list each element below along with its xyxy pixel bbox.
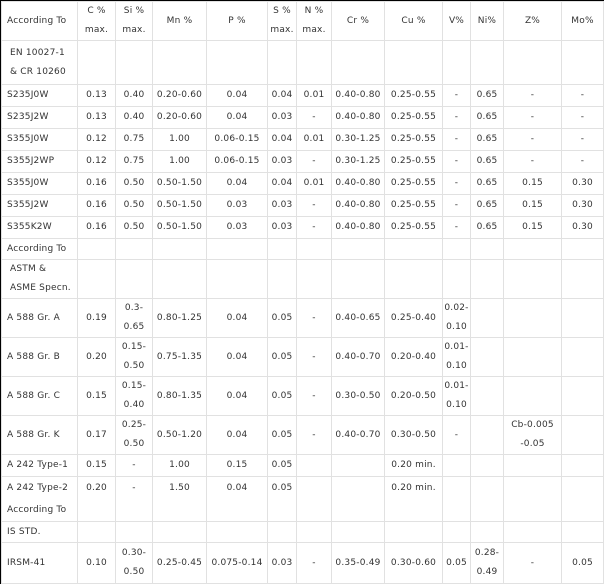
chemical-composition-table: [1, 1, 604, 584]
table-cell: [268, 522, 297, 543]
table-cell: 0.50: [116, 195, 153, 217]
table-cell: [562, 522, 604, 543]
table-cell: 0.15- 0.40: [116, 377, 153, 416]
table-cell: [443, 455, 471, 477]
table-cell: -: [116, 455, 153, 477]
row-label: S235J2W: [2, 107, 78, 129]
table-row: [2, 416, 604, 455]
table-cell: 0.75: [116, 129, 153, 151]
table-cell: Mo%: [562, 2, 604, 41]
table-cell: 0.03: [268, 107, 297, 129]
row-label: According To: [2, 239, 78, 260]
table-cell: [562, 477, 604, 522]
table-cell: [116, 41, 153, 85]
table-cell: [504, 260, 562, 299]
table-cell: 0.05: [268, 416, 297, 455]
table-cell: 0.15- 0.50: [116, 338, 153, 377]
table-cell: [504, 239, 562, 260]
table-cell: [562, 416, 604, 455]
section-title-row: [2, 41, 604, 85]
table-cell: 0.04: [268, 173, 297, 195]
table-cell: [504, 338, 562, 377]
table-cell: [207, 41, 268, 85]
table-cell: [116, 260, 153, 299]
table-cell: -: [297, 543, 332, 584]
table-cell: S % max.: [268, 2, 297, 41]
table-cell: [385, 41, 443, 85]
table-cell: [332, 41, 385, 85]
table-cell: 0.16: [78, 195, 116, 217]
table-cell: 1.00: [153, 151, 207, 173]
table-cell: [268, 260, 297, 299]
table-cell: 0.65: [471, 173, 504, 195]
table-cell: [562, 41, 604, 85]
section-title-row: [2, 522, 604, 543]
table-cell: [471, 377, 504, 416]
table-cell: [443, 522, 471, 543]
table-cell: -: [297, 338, 332, 377]
table-cell: [471, 416, 504, 455]
table-cell: [332, 239, 385, 260]
table-cell: 0.20-0.60: [153, 85, 207, 107]
table-cell: Si % max.: [116, 2, 153, 41]
table-cell: 0.65: [471, 129, 504, 151]
table-cell: 0.04: [268, 85, 297, 107]
section-title-row: [2, 239, 604, 260]
table-cell: 0.25-0.55: [385, 85, 443, 107]
table-cell: [562, 455, 604, 477]
table-cell: Cu %: [385, 2, 443, 41]
table-cell: 0.35-0.49: [332, 543, 385, 584]
table-cell: [153, 239, 207, 260]
table-cell: 0.01: [297, 173, 332, 195]
table-row: [2, 377, 604, 416]
table-cell: 0.10: [78, 543, 116, 584]
table-cell: 0.30- 0.50: [116, 543, 153, 584]
table-cell: 0.05: [268, 477, 297, 522]
table-cell: 0.25- 0.50: [116, 416, 153, 455]
table-cell: 0.15: [207, 455, 268, 477]
table-cell: 0.30-0.60: [385, 543, 443, 584]
table-cell: -: [562, 107, 604, 129]
table-cell: 0.05: [562, 543, 604, 584]
table-cell: -: [297, 107, 332, 129]
table-cell: 1.00: [153, 129, 207, 151]
table-cell: 0.40-0.80: [332, 173, 385, 195]
table-cell: [562, 260, 604, 299]
table-cell: -: [504, 107, 562, 129]
row-label: S355K2W: [2, 217, 78, 239]
table-cell: 0.05: [268, 338, 297, 377]
table-row: [2, 543, 604, 584]
row-label: A 588 Gr. B: [2, 338, 78, 377]
table-cell: 0.20 min.: [385, 477, 443, 522]
table-cell: 0.50-1.50: [153, 173, 207, 195]
table-cell: [207, 239, 268, 260]
table-cell: 0.20-0.60: [153, 107, 207, 129]
table-cell: 0.05: [268, 377, 297, 416]
table-cell: -: [297, 217, 332, 239]
table-cell: [504, 477, 562, 522]
table-cell: [385, 522, 443, 543]
section-title-row: [2, 260, 604, 299]
table-cell: [471, 455, 504, 477]
table-cell: [471, 522, 504, 543]
table-cell: 0.15: [504, 195, 562, 217]
table-cell: -: [443, 107, 471, 129]
table-cell: 0.03: [207, 195, 268, 217]
table-cell: [78, 522, 116, 543]
table-row: [2, 129, 604, 151]
table-cell: -: [297, 377, 332, 416]
table-cell: 0.30-0.50: [332, 377, 385, 416]
table-cell: 0.17: [78, 416, 116, 455]
table-cell: [562, 239, 604, 260]
table-cell: 0.01- 0.10: [443, 338, 471, 377]
table-cell: 0.40-0.65: [332, 299, 385, 338]
table-cell: 0.12: [78, 129, 116, 151]
table-cell: P %: [207, 2, 268, 41]
table-cell: 0.50-1.50: [153, 195, 207, 217]
table-cell: [207, 260, 268, 299]
table-cell: 0.25-0.55: [385, 195, 443, 217]
row-label: S355J2W: [2, 195, 78, 217]
table-cell: -: [504, 543, 562, 584]
row-label: S355J2WP: [2, 151, 78, 173]
table-cell: 0.50: [116, 173, 153, 195]
table-cell: -: [297, 151, 332, 173]
table-row: [2, 217, 604, 239]
table-cell: -: [297, 416, 332, 455]
table-cell: 0.65: [471, 217, 504, 239]
table-cell: 0.16: [78, 173, 116, 195]
table-cell: [268, 239, 297, 260]
table-cell: 0.50-1.50: [153, 217, 207, 239]
table-cell: [78, 239, 116, 260]
table-cell: [332, 477, 385, 522]
table-cell: Cr %: [332, 2, 385, 41]
table-cell: 0.30: [562, 173, 604, 195]
table-cell: [504, 299, 562, 338]
table-cell: [116, 239, 153, 260]
table-cell: [471, 41, 504, 85]
table-cell: 0.40-0.80: [332, 85, 385, 107]
table-cell: [297, 522, 332, 543]
table-cell: -: [443, 416, 471, 455]
table-cell: [297, 41, 332, 85]
table-cell: 0.80-1.25: [153, 299, 207, 338]
table-row: [2, 195, 604, 217]
table-cell: 0.13: [78, 85, 116, 107]
table-cell: -: [562, 85, 604, 107]
table-cell: 0.30-0.50: [385, 416, 443, 455]
table-cell: N % max.: [297, 2, 332, 41]
row-label: IS STD.: [2, 522, 78, 543]
table-cell: [297, 477, 332, 522]
table-cell: [332, 455, 385, 477]
table-cell: 0.25-0.55: [385, 217, 443, 239]
table-cell: [153, 522, 207, 543]
table-cell: C % max.: [78, 2, 116, 41]
table-cell: 0.05: [443, 543, 471, 584]
row-label: ASTM & ASME Specn.: [2, 260, 78, 299]
table-row: [2, 299, 604, 338]
table-cell: 0.40-0.70: [332, 416, 385, 455]
table-cell: 1.00: [153, 455, 207, 477]
row-label: S355J0W: [2, 173, 78, 195]
table-cell: 0.15: [78, 455, 116, 477]
table-cell: 0.01- 0.10: [443, 377, 471, 416]
table-cell: 0.65: [471, 85, 504, 107]
row-label-primary: A 242 Type-2: [7, 483, 69, 493]
table-cell: 0.75-1.35: [153, 338, 207, 377]
table-cell: 0.05: [268, 299, 297, 338]
table-cell: -: [562, 151, 604, 173]
table-row: [2, 477, 604, 522]
table-cell: V%: [443, 2, 471, 41]
table-cell: 0.01: [297, 129, 332, 151]
table-cell: -: [116, 477, 153, 522]
table-cell: 0.02- 0.10: [443, 299, 471, 338]
table-cell: 0.075-0.14: [207, 543, 268, 584]
table-cell: [297, 455, 332, 477]
table-cell: 1.50: [153, 477, 207, 522]
table-cell: [443, 260, 471, 299]
table-cell: 0.30: [562, 217, 604, 239]
table-row: [2, 85, 604, 107]
header-row: [2, 2, 604, 41]
table-cell: [443, 477, 471, 522]
table-cell: 0.25-0.55: [385, 151, 443, 173]
table-cell: 0.12: [78, 151, 116, 173]
table-cell: [471, 299, 504, 338]
table-cell: 0.03: [268, 195, 297, 217]
table-cell: -: [504, 129, 562, 151]
table-cell: [78, 41, 116, 85]
table-row: [2, 455, 604, 477]
table-cell: 0.03: [268, 543, 297, 584]
row-label: A 588 Gr. C: [2, 377, 78, 416]
table-cell: 0.20: [78, 338, 116, 377]
table-cell: [443, 239, 471, 260]
table-cell: 0.06-0.15: [207, 129, 268, 151]
table-cell: Mn %: [153, 2, 207, 41]
table-cell: [504, 41, 562, 85]
row-label-section: According To: [7, 505, 67, 515]
row-label: A 588 Gr. A: [2, 299, 78, 338]
table-cell: 0.15: [504, 217, 562, 239]
table-row: [2, 107, 604, 129]
table-cell: Z%: [504, 2, 562, 41]
table-cell: 0.25-0.40: [385, 299, 443, 338]
table-cell: [504, 455, 562, 477]
table-cell: [562, 299, 604, 338]
table-cell: 0.3- 0.65: [116, 299, 153, 338]
table-cell: 0.20-0.40: [385, 338, 443, 377]
table-cell: 0.25-0.55: [385, 129, 443, 151]
table-cell: [385, 260, 443, 299]
row-label: S355J0W: [2, 129, 78, 151]
table-cell: 0.50-1.20: [153, 416, 207, 455]
table-cell: 0.20-0.50: [385, 377, 443, 416]
table-cell: [297, 260, 332, 299]
table-cell: 0.15: [504, 173, 562, 195]
table-cell: Cb-0.005 -0.05: [504, 416, 562, 455]
table-cell: 0.04: [207, 338, 268, 377]
table-cell: 0.03: [268, 151, 297, 173]
table-cell: 0.40-0.80: [332, 217, 385, 239]
table-cell: 0.40-0.80: [332, 195, 385, 217]
table-cell: [443, 41, 471, 85]
table-cell: 0.65: [471, 151, 504, 173]
table-cell: 0.65: [471, 195, 504, 217]
table-cell: 0.04: [207, 107, 268, 129]
table-cell: -: [443, 129, 471, 151]
table-cell: 0.65: [471, 107, 504, 129]
table-cell: -: [297, 299, 332, 338]
table-cell: 0.01: [297, 85, 332, 107]
table-cell: 0.30-1.25: [332, 151, 385, 173]
row-label: EN 10027-1 & CR 10260: [2, 41, 78, 85]
table-cell: Ni%: [471, 2, 504, 41]
table-cell: 0.04: [207, 416, 268, 455]
table-cell: 0.03: [268, 217, 297, 239]
table-row: [2, 338, 604, 377]
table-cell: [332, 260, 385, 299]
table-cell: -: [443, 173, 471, 195]
table-cell: [207, 522, 268, 543]
table-cell: 0.25-0.45: [153, 543, 207, 584]
table-cell: 0.15: [78, 377, 116, 416]
table-cell: 0.04: [207, 85, 268, 107]
table-cell: 0.04: [268, 129, 297, 151]
table-cell: 0.04: [207, 173, 268, 195]
row-label: According To: [2, 2, 78, 41]
table-cell: [504, 522, 562, 543]
table-cell: [471, 239, 504, 260]
table-cell: 0.19: [78, 299, 116, 338]
row-label: [2, 477, 78, 522]
table-cell: 0.40: [116, 85, 153, 107]
table-cell: 0.40-0.80: [332, 107, 385, 129]
row-label: S235J0W: [2, 85, 78, 107]
table-cell: [562, 338, 604, 377]
table-cell: 0.30: [562, 195, 604, 217]
table-cell: 0.50: [116, 217, 153, 239]
table-cell: 0.04: [207, 477, 268, 522]
table-cell: [471, 477, 504, 522]
table-cell: 0.05: [268, 455, 297, 477]
table-cell: -: [562, 129, 604, 151]
table-cell: [268, 41, 297, 85]
table-cell: 0.03: [207, 217, 268, 239]
table-cell: 0.20: [78, 477, 116, 522]
table-cell: [471, 338, 504, 377]
table-cell: 0.04: [207, 299, 268, 338]
table-cell: 0.80-1.35: [153, 377, 207, 416]
table-cell: 0.04: [207, 377, 268, 416]
row-label: A 242 Type-1: [2, 455, 78, 477]
table-cell: [471, 260, 504, 299]
row-label: IRSM-41: [2, 543, 78, 584]
table-cell: [153, 41, 207, 85]
table-cell: -: [443, 195, 471, 217]
table-cell: 0.40-0.70: [332, 338, 385, 377]
table-cell: 0.13: [78, 107, 116, 129]
table-cell: [562, 377, 604, 416]
table-cell: -: [504, 85, 562, 107]
table-cell: [297, 239, 332, 260]
row-label: A 588 Gr. K: [2, 416, 78, 455]
table-cell: -: [297, 195, 332, 217]
table-cell: [504, 377, 562, 416]
table-cell: [332, 522, 385, 543]
table-cell: -: [443, 151, 471, 173]
table-row: [2, 151, 604, 173]
table-cell: 0.06-0.15: [207, 151, 268, 173]
table-cell: 0.25-0.55: [385, 107, 443, 129]
table-cell: 0.16: [78, 217, 116, 239]
table-cell: [385, 239, 443, 260]
table-cell: 0.28- 0.49: [471, 543, 504, 584]
table-row: [2, 173, 604, 195]
table-cell: [116, 522, 153, 543]
table-cell: [78, 260, 116, 299]
table-cell: 0.20 min.: [385, 455, 443, 477]
table-cell: 0.75: [116, 151, 153, 173]
table-cell: -: [443, 85, 471, 107]
table-cell: [153, 260, 207, 299]
table-cell: -: [443, 217, 471, 239]
table-cell: 0.40: [116, 107, 153, 129]
table-cell: 0.25-0.55: [385, 173, 443, 195]
table-cell: 0.30-1.25: [332, 129, 385, 151]
table-cell: -: [504, 151, 562, 173]
